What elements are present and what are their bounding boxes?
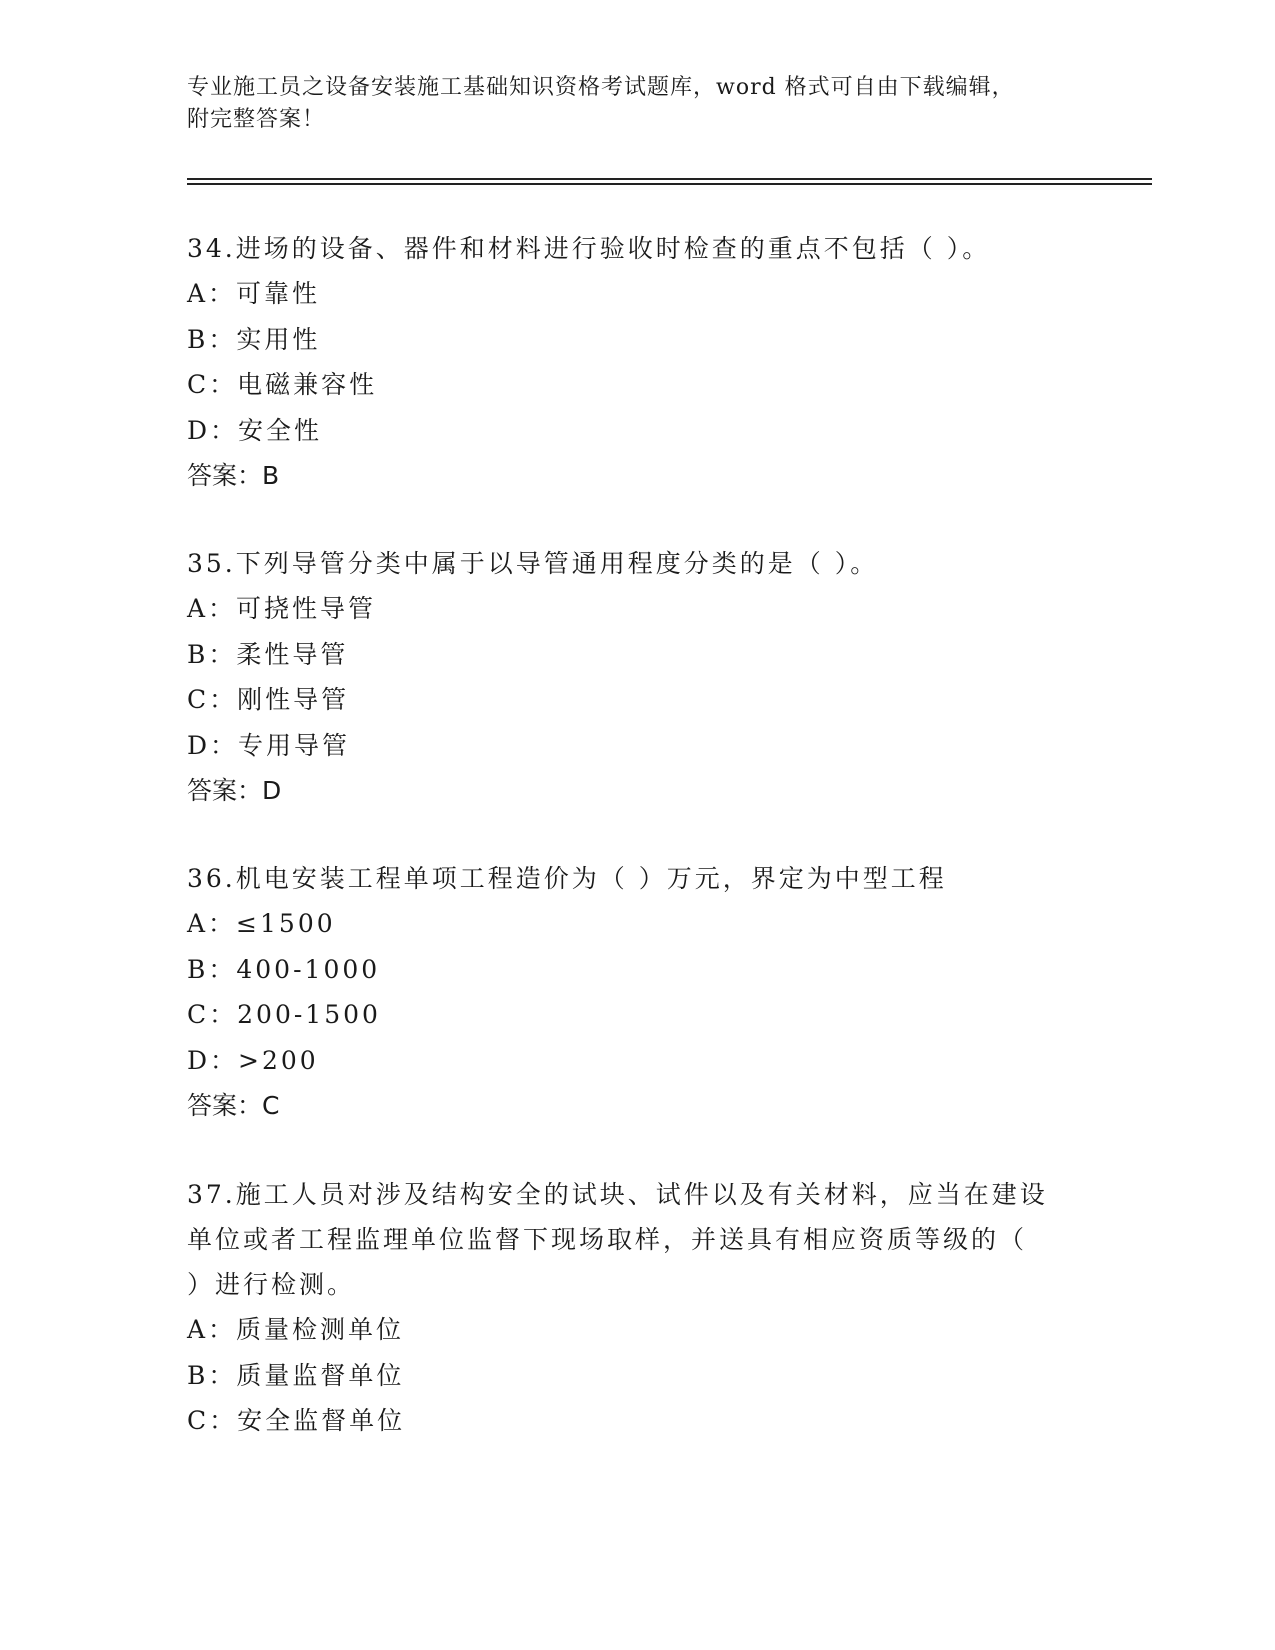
option-c: C：刚性导管 (187, 685, 350, 714)
question-stem-line-1: 37.施工人员对涉及结构安全的试块、试件以及有关材料，应当在建设 (187, 1180, 1048, 1209)
header-line-1: 专业施工员之设备安装施工基础知识资格考试题库，word 格式可自由下载编辑， (187, 75, 1015, 100)
option-a: A：≤1500 (187, 909, 336, 938)
question-37 (187, 1172, 1087, 1444)
option-d: D：专用导管 (187, 730, 351, 760)
question-stem: 34.进场的设备、器件和材料进行验收时检查的重点不包括（ ）。 (187, 234, 991, 263)
option-c: C：安全监督单位 (187, 1406, 406, 1435)
option-a: A：质量检测单位 (187, 1315, 405, 1344)
question-34 (187, 226, 1087, 498)
option-b: B：柔性导管 (187, 639, 349, 669)
option-a: A：可靠性 (187, 279, 321, 308)
option-c: C：200-1500 (187, 1000, 381, 1029)
option-c: C：电磁兼容性 (187, 370, 378, 399)
option-d: D：>200 (187, 1045, 319, 1075)
question-stem: 36.机电安装工程单项工程造价为（ ）万元，界定为中型工程 (187, 864, 947, 893)
question-35 (187, 541, 1087, 813)
option-b: B：质量监督单位 (187, 1360, 405, 1390)
answer-label: 答案：B (187, 461, 280, 490)
document-header (187, 72, 1067, 136)
option-b: B：400-1000 (187, 954, 381, 984)
option-b: B：实用性 (187, 324, 321, 354)
header-divider-bottom (187, 183, 1152, 185)
header-divider-top (187, 178, 1152, 180)
option-d: D：安全性 (187, 415, 323, 445)
answer-label: 答案：D (187, 776, 282, 805)
question-stem-line-3: ）进行检测。 (187, 1270, 356, 1299)
header-line-2: 附完整答案！ (187, 107, 326, 132)
question-36 (187, 856, 1087, 1128)
question-stem: 35.下列导管分类中属于以导管通用程度分类的是（ ）。 (187, 549, 879, 578)
option-a: A：可挠性导管 (187, 594, 377, 623)
question-stem-line-2: 单位或者工程监理单位监督下现场取样，并送具有相应资质等级的（ (187, 1225, 1028, 1254)
answer-label: 答案：C (187, 1091, 280, 1120)
